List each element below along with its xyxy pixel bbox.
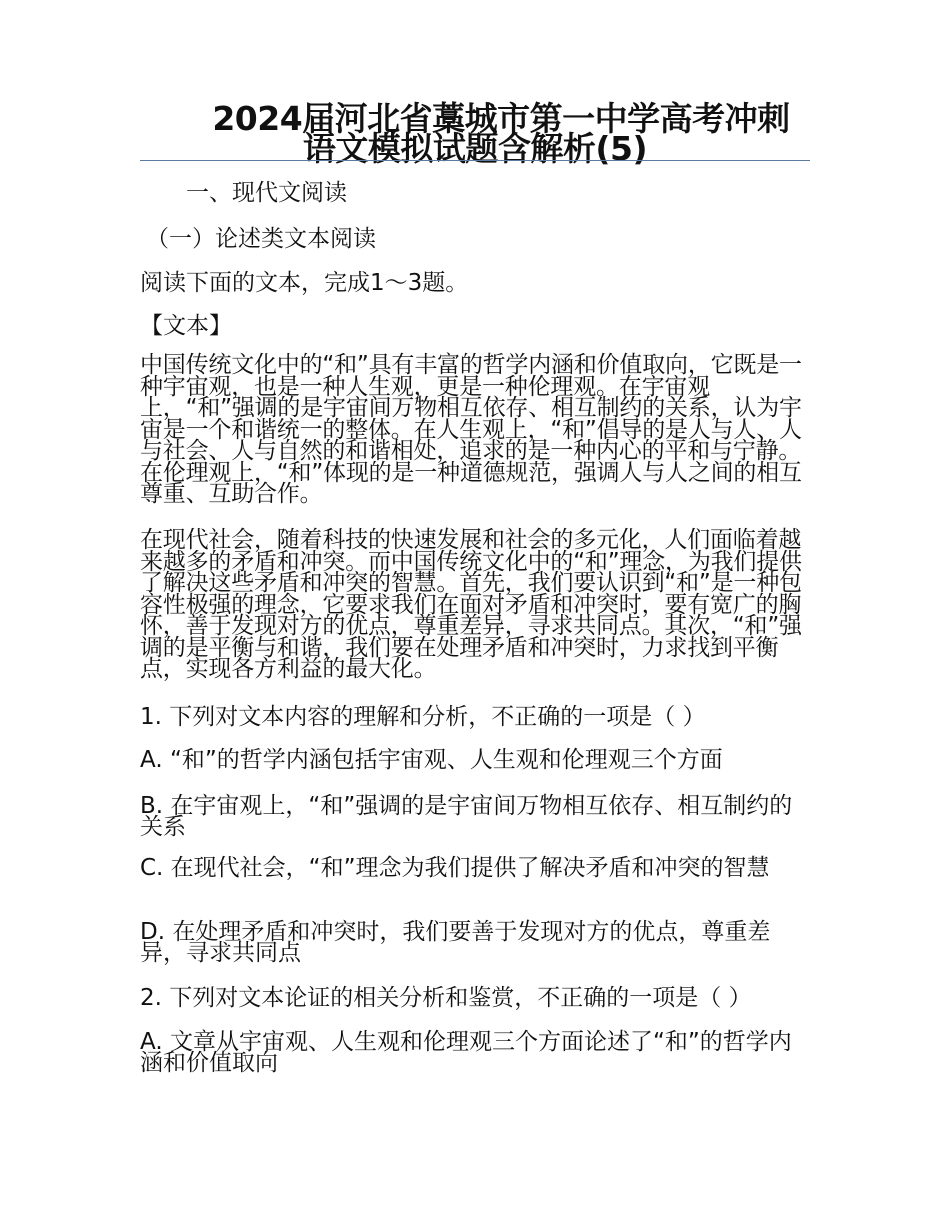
document-title-line-1: 2024届河北省藁城市第一中学高考冲刺 [212,99,790,138]
question-1-option-d: D. 在处理矛盾和冲突时，我们要善于发现对方的优点，尊重差异，寻求共同点 [140,919,771,966]
question-1-option-a: A. “和”的哲学内涵包括宇宙观、人生观和伦理观三个方面 [140,747,723,773]
question-2-option-a: A. 文章从宇宙观、人生观和伦理观三个方面论述了“和”的哲学内涵和价值取向 [140,1029,792,1076]
text-label: 【文本】 [140,313,232,339]
question-2-stem: 2. 下列对文本论证的相关分析和鉴赏，不正确的一项是（ ） [140,985,752,1011]
paragraph-1: 中国传统文化中的“和”具有丰富的哲学内涵和价值取向，它既是一种宇宙观，也是一种人生观，更是一种伦理观。在宇宙观上，“和”强调的是宇宙间万物相互依存、相互制约的关系，认为宇宙是一个和谐统一的整体。在人生观上，“和”倡导的是人与人、人与社会、人与自然的和谐相处，追求的是一种内心的平和与宁静。在伦理观上，“和”体现的是一种道德规范，强调人与人之间的相互尊重、互助合作。 [140,352,802,507]
paragraph-2: 在现代社会，随着科技的快速发展和社会的多元化，人们面临着越来越多的矛盾和冲突。而中国传统文化中的“和”理念，为我们提供了解决这些矛盾和冲突的智慧。首先，我们要认识到“和”是一种包容性极强的理念，它要求我们在面对矛盾和冲突时，要有宽广的胸怀，善于发现对方的优点，尊重差异，寻求共同点。其次，“和”强调的是平衡与和谐，我们要在处理矛盾和冲突时，力求找到平衡点，实现各方利益的最大化。 [140,527,802,682]
sub-heading: （一）论述类文本阅读 [146,226,376,252]
document-title-line-2: 语文模拟试题含解析(5) [302,129,648,168]
document-title [140,99,810,168]
question-1-option-b: B. 在宇宙观上，“和”强调的是宇宙间万物相互依存、相互制约的关系 [140,793,793,840]
instruction-text: 阅读下面的文本，完成1～3题。 [140,270,469,296]
question-1-stem: 1. 下列对文本内容的理解和分析，不正确的一项是（ ） [140,704,706,730]
section-heading: 一、现代文阅读 [186,180,347,206]
question-1-option-c: C. 在现代社会，“和”理念为我们提供了解决矛盾和冲突的智慧 [140,855,770,881]
title-underline [140,160,810,161]
